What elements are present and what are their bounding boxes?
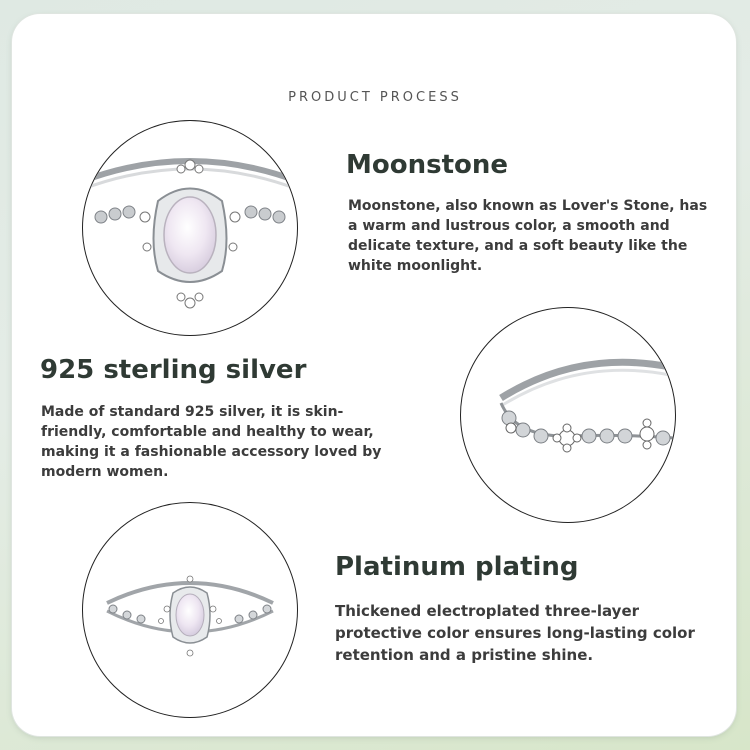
platinum-description: Thickened electroplated three-layer protective color ensures long-lasting color retention and a pristine shine. [335,602,695,664]
platinum-ring-image [82,502,298,718]
section-header: PRODUCT PROCESS [288,90,462,105]
silver-title: 925 sterling silver [40,355,307,385]
silver-band-closeup-image [460,307,676,523]
moonstone-closeup-image [82,120,298,336]
moonstone-title: Moonstone [346,150,509,180]
silver-description: Made of standard 925 silver, it is skin-friendly, comfortable and healthy to wear, making it a fashionable accessory loved by modern women. [41,404,382,480]
moonstone-description: Moonstone, also known as Lover's Stone, has a warm and lustrous color, a smooth and delicate texture, and a soft beauty like the white moonlight. [348,198,708,274]
platinum-title: Platinum plating [335,552,579,582]
